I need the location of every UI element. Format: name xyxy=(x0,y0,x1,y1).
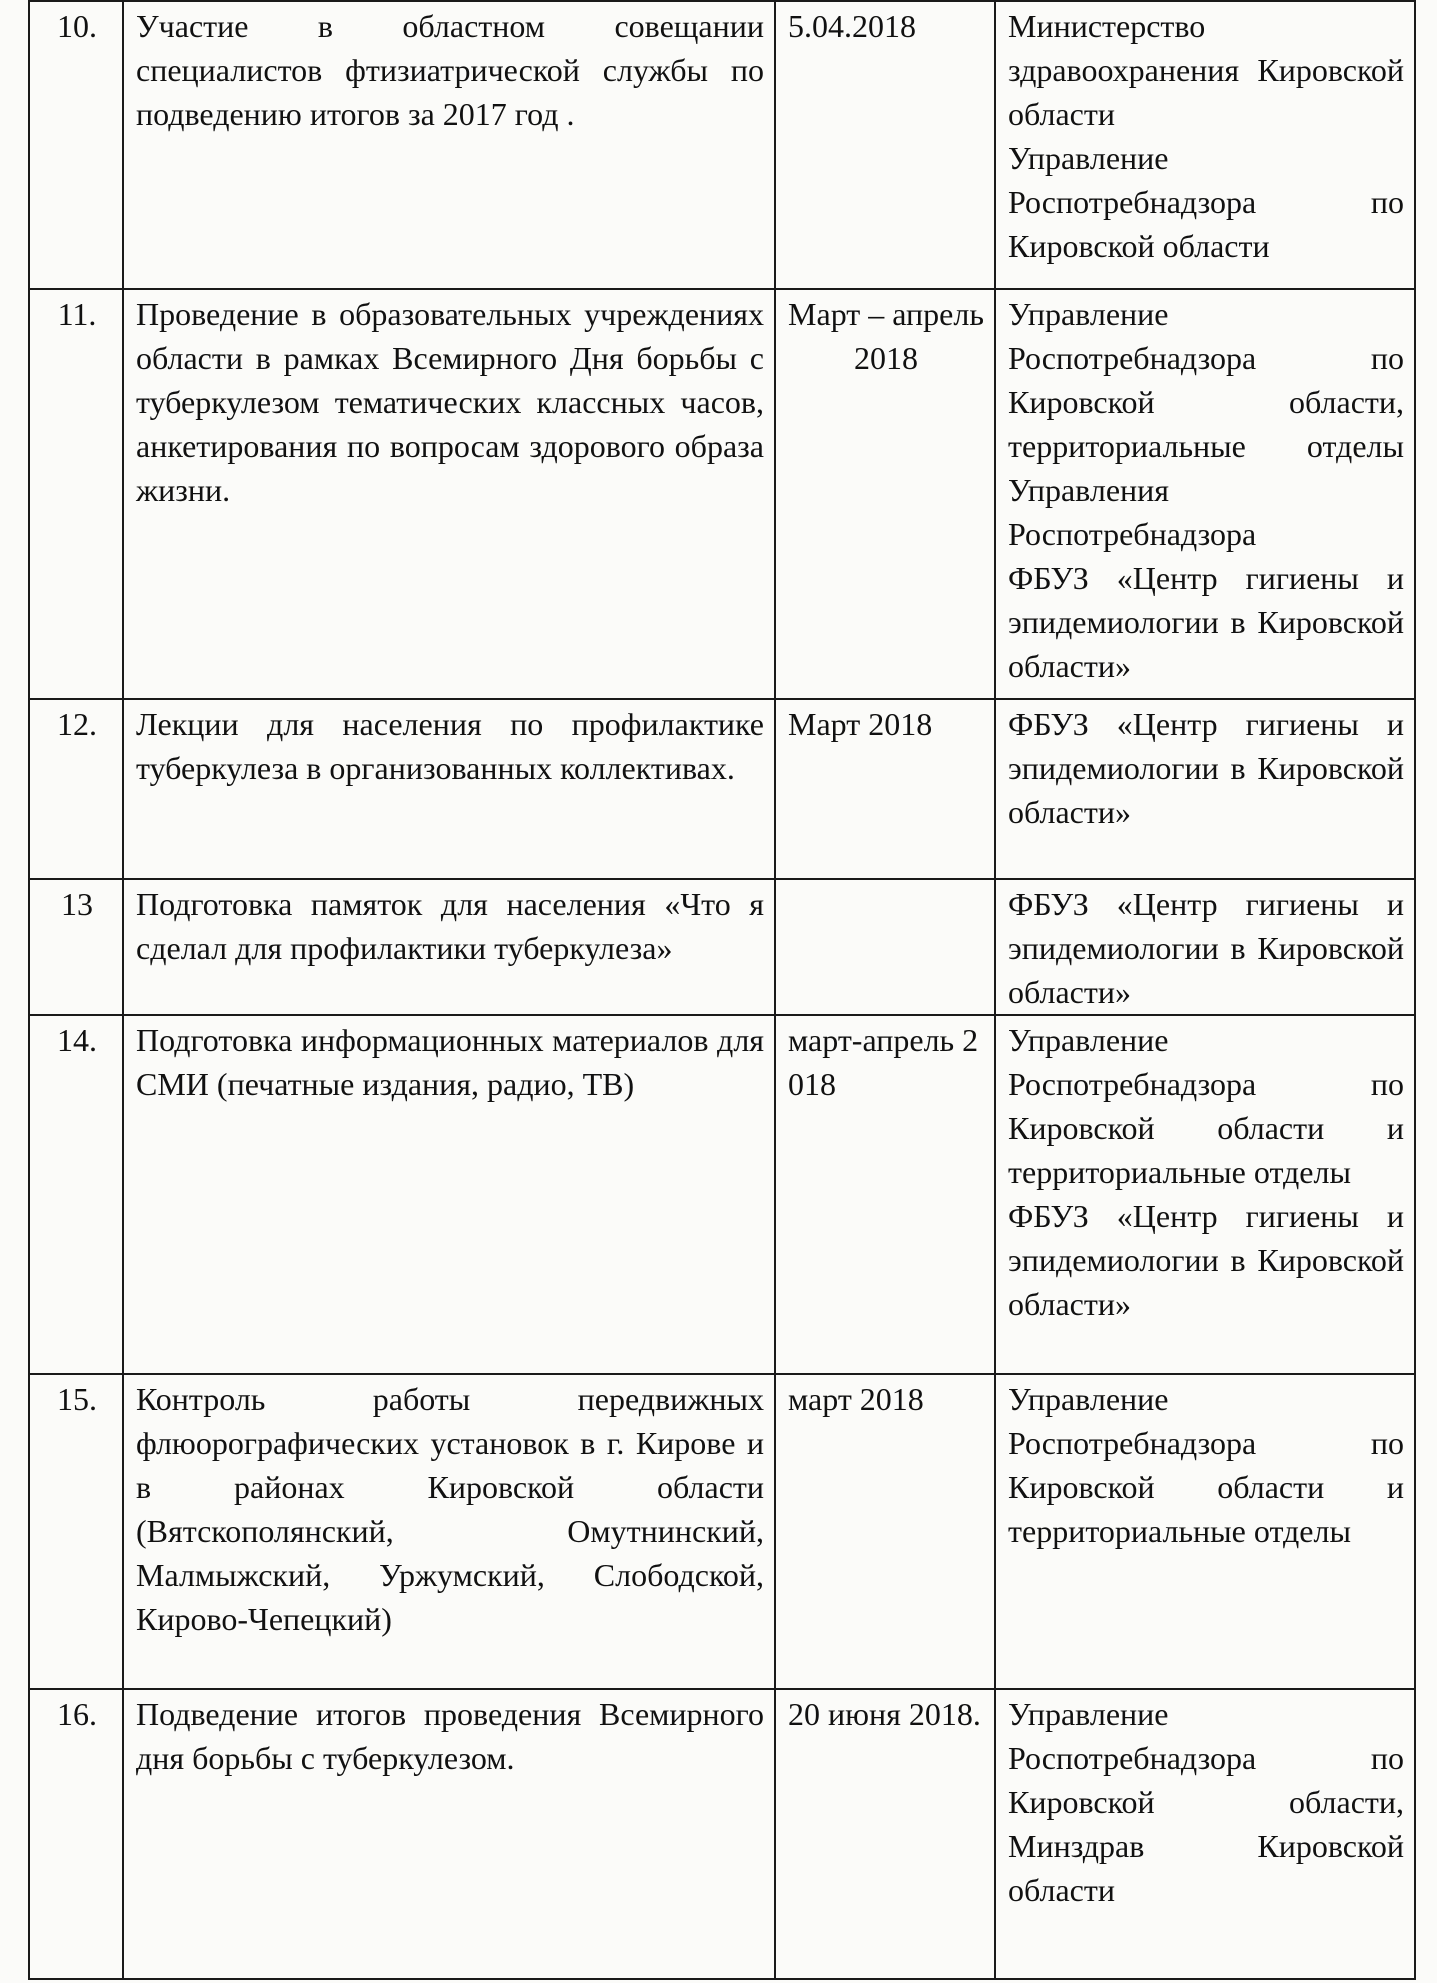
table-row xyxy=(29,1689,1415,1979)
responsible-line: Управление Роспотребнадзора по Кировской области и территориальные отделы xyxy=(1008,1381,1404,1549)
date-cell: 5.04.2018 xyxy=(775,1,995,289)
activity-cell: Контроль работы передвижных флюорографических установок в г. Кирове и в районах Кировской области (Вятскополянский, Омутнинский, Малмыжский, Уржумский, Слободской, Кирово-Чепецкий) xyxy=(123,1374,775,1689)
responsible-cell xyxy=(995,1374,1415,1689)
table-row xyxy=(29,879,1415,1015)
row-number: 14. xyxy=(29,1015,123,1374)
responsible-line: ФБУЗ «Центр гигиены и эпидемиологии в Кировской области» xyxy=(1008,560,1404,684)
row-number: 11. xyxy=(29,289,123,699)
responsible-line: ФБУЗ «Центр гигиены и эпидемиологии в Кировской области» xyxy=(1008,1198,1404,1322)
date-cell: март 2018 xyxy=(775,1374,995,1689)
activity-cell: Подготовка информационных материалов для СМИ (печатные издания, радио, ТВ) xyxy=(123,1015,775,1374)
responsible-line: Министерство здравоохранения Кировской области xyxy=(1008,8,1404,132)
responsible-line: ФБУЗ «Центр гигиены и эпидемиологии в Кировской области» xyxy=(1008,706,1404,830)
date-cell: Март 2018 xyxy=(775,699,995,879)
date-cell: 20 июня 2018. xyxy=(775,1689,995,1979)
table-row xyxy=(29,1,1415,289)
activity-cell: Лекции для населения по профилактике туберкулеза в организованных коллективах. xyxy=(123,699,775,879)
activity-cell: Подведение итогов проведения Всемирного дня борьбы с туберкулезом. xyxy=(123,1689,775,1979)
table-row xyxy=(29,1015,1415,1374)
responsible-line: Управление Роспотребнадзора по Кировской области и территориальные отделы xyxy=(1008,1022,1404,1190)
events-table xyxy=(28,0,1416,1980)
responsible-cell xyxy=(995,289,1415,699)
row-number: 12. xyxy=(29,699,123,879)
row-number: 15. xyxy=(29,1374,123,1689)
row-number: 16. xyxy=(29,1689,123,1979)
activity-cell: Участие в областном совещании специалистов фтизиатрической службы по подведению итогов за 2017 год . xyxy=(123,1,775,289)
table-row xyxy=(29,289,1415,699)
row-number: 13 xyxy=(29,879,123,1015)
date-cell: март-апрель 2018 xyxy=(775,1015,995,1374)
responsible-line: ФБУЗ «Центр гигиены и эпидемиологии в Кировской области» xyxy=(1008,886,1404,1010)
date-cell: Март – апрель 2018 xyxy=(775,289,995,699)
table-row xyxy=(29,1374,1415,1689)
date-cell xyxy=(775,879,995,1015)
row-number: 10. xyxy=(29,1,123,289)
responsible-line: Управление Роспотребнадзора по Кировской области, территориальные отделы Управления Роспотребнадзора xyxy=(1008,296,1404,552)
responsible-cell xyxy=(995,1015,1415,1374)
activity-cell: Подготовка памяток для населения «Что я сделал для профилактики туберкулеза» xyxy=(123,879,775,1015)
responsible-cell xyxy=(995,1,1415,289)
responsible-line: Управление Роспотребнадзора по Кировской области xyxy=(1008,140,1404,264)
responsible-cell xyxy=(995,699,1415,879)
table-row xyxy=(29,699,1415,879)
activity-cell: Проведение в образовательных учреждениях области в рамках Всемирного Дня борьбы с туберкулезом тематических классных часов, анкетирования по вопросам здорового образа жизни. xyxy=(123,289,775,699)
responsible-line: Управление Роспотребнадзора по Кировской области, Минздрав Кировской области xyxy=(1008,1696,1404,1908)
responsible-cell xyxy=(995,1689,1415,1979)
responsible-cell xyxy=(995,879,1415,1015)
